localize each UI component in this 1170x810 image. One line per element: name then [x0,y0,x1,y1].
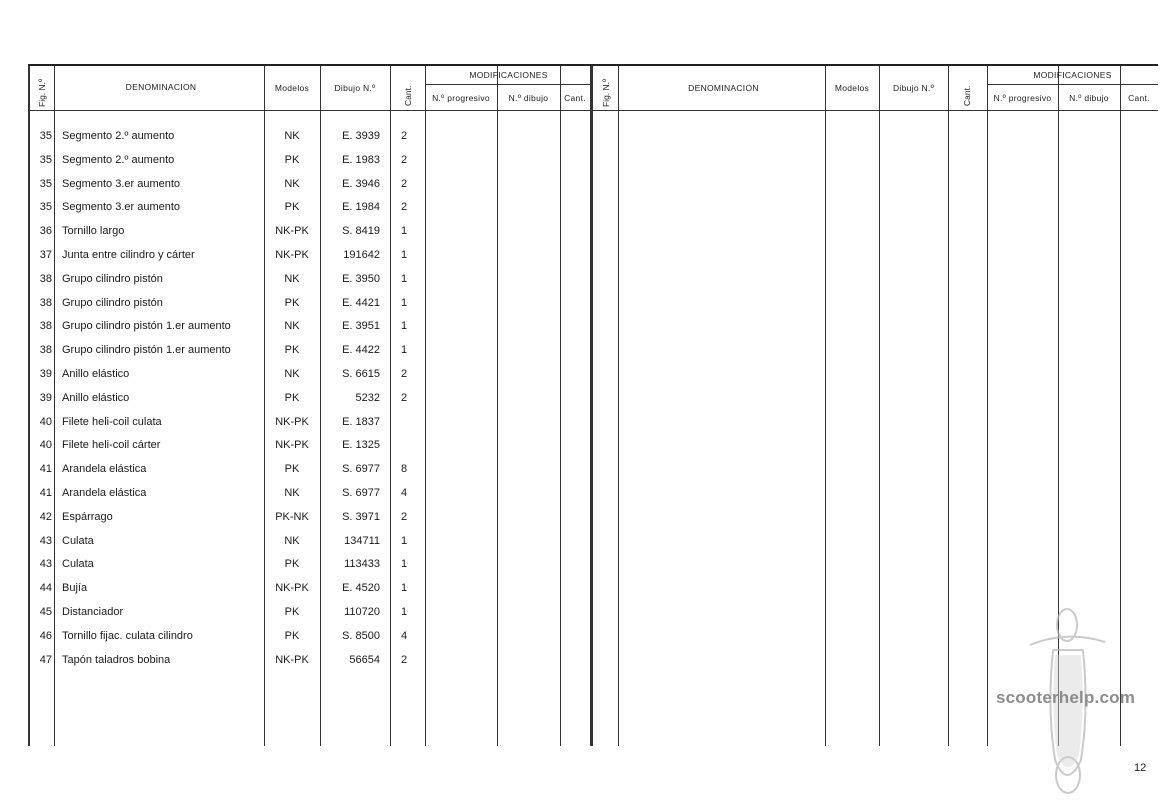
denominacion-cell: Segmento 3.er aumento [62,201,181,214]
column-divider [987,66,988,746]
cant-cell: 1 [400,558,408,571]
fig-cell: 38 [39,272,52,285]
modelos-cell: PK [284,296,300,309]
cant-cell: 2 [400,177,408,190]
column-divider [879,66,880,746]
fig-cell: 37 [39,249,52,261]
header-modificaciones: MODIFICACIONES [1033,70,1112,80]
modelos-cell: NK [284,130,300,142]
denominacion-cell: Tornillo largo [62,225,125,238]
dibujo-cell: 113433 [344,558,380,571]
modelos-cell: PK [284,629,300,642]
fig-cell: 35 [39,130,52,142]
table-row [28,219,592,243]
dibujo-cell: E. 4520 [342,582,380,595]
fig-cell: 43 [39,534,52,547]
dibujo-cell: E. 3946 [342,177,380,190]
table-row [28,314,592,338]
dibujo-cell: E. 4422 [342,344,380,357]
denominacion-cell: Grupo cilindro pistón 1.er aumento [62,320,231,333]
parts-table-left [28,64,592,746]
denominacion-cell: Espárrago [62,510,113,523]
cant-cell: 2 [400,201,408,214]
cant-cell: 1 [400,296,408,309]
table-row [28,338,592,362]
modelos-cell: NK [284,320,300,333]
cant-cell: 1 [400,249,408,261]
fig-cell: 41 [39,463,52,476]
header-dibujo: Dibujo N.º [892,83,935,93]
header-modificaciones: MODIFICACIONES [469,70,548,80]
column-divider [618,66,619,746]
modelos-cell: NK-PK [275,249,309,261]
table-row [28,362,592,386]
dibujo-cell: E. 3950 [342,272,380,285]
cant-cell: 4 [400,487,408,499]
dibujo-cell: S. 6977 [342,463,380,476]
dibujo-cell: 56654 [349,653,380,666]
modelos-cell: NK [284,368,300,380]
denominacion-cell: Tapón taladros bobina [62,653,171,666]
modelos-cell: NK-PK [275,225,309,238]
header-cant-mod: Cant. [1128,93,1150,103]
fig-cell: 41 [39,487,52,499]
table-row [28,529,592,553]
watermark-text: scooterhelp.com [996,688,1136,707]
cant-cell: 1 [400,344,408,357]
modelos-cell: NK-PK [275,653,309,666]
modelos-cell: NK [284,487,300,499]
dibujo-cell: 191642 [343,249,380,261]
table-row [28,148,592,172]
header-n-progresivo: N.º progresivo [432,93,490,103]
dibujo-cell: E. 3939 [342,130,380,142]
fig-cell: 39 [39,391,52,404]
cant-cell: 1 [400,606,408,618]
table-row [28,124,592,148]
dibujo-cell: S. 6615 [342,368,380,380]
fig-cell: 40 [39,415,52,428]
dibujo-cell: E. 4421 [342,296,380,309]
modelos-cell: NK-PK [275,439,309,452]
table-row [28,410,592,434]
table-row [28,267,592,291]
denominacion-cell: Junta entre cilindro y cárter [62,249,195,261]
dibujo-cell: E. 1325 [342,439,380,452]
table-row [28,291,592,315]
denominacion-cell: Grupo cilindro pistón [62,272,163,285]
dibujo-cell: E. 1837 [342,415,380,428]
dibujo-cell: S. 8500 [342,629,380,642]
table-row [28,552,592,576]
denominacion-cell: Segmento 3.er aumento [62,177,181,190]
header-divider [425,84,592,85]
table-row [28,600,592,624]
fig-cell: 40 [39,439,52,452]
denominacion-cell: Filete heli-coil culata [62,415,162,428]
denominacion-cell: Anillo elástico [62,368,130,380]
cant-cell: 2 [400,391,408,404]
cant-cell: 1 [400,534,408,547]
denominacion-cell: Grupo cilindro pistón [62,296,163,309]
fig-cell: 44 [39,582,52,595]
table-row [28,172,592,196]
denominacion-cell: Segmento 2.º aumento [62,130,175,142]
modelos-cell: PK [284,606,300,618]
denominacion-cell: Culata [62,558,94,571]
dibujo-cell: E. 3951 [342,320,380,333]
cant-cell: 2 [400,368,408,380]
fig-cell: 42 [39,510,52,523]
column-divider [948,66,949,746]
header-divider [592,110,1158,111]
dibujo-cell: E. 1984 [342,201,380,214]
fig-cell: 35 [39,201,52,214]
table-row [28,505,592,529]
modelos-cell: PK-NK [275,510,309,523]
modelos-cell: NK [284,177,300,190]
table-row [28,457,592,481]
cant-cell: 2 [400,510,408,523]
modelos-cell: PK [284,153,300,166]
cant-cell: 2 [400,653,408,666]
table-row [28,195,592,219]
modelos-cell: NK [284,272,300,285]
denominacion-cell: Filete heli-coil cárter [62,439,161,452]
denominacion-cell: Arandela elástica [62,487,147,499]
denominacion-cell: Bujía [62,582,88,595]
modelos-cell: PK [284,201,300,214]
fig-cell: 35 [39,153,52,166]
header-n-dibujo: N.º dibujo [508,93,549,103]
fig-cell: 47 [39,653,52,666]
dibujo-cell: S. 3971 [342,510,380,523]
header-cant-mod: Cant. [564,93,586,103]
header-n-dibujo: N.º dibujo [1069,93,1109,103]
header-cant: Cant. [403,85,413,106]
header-fig: Fig. N.º [37,78,47,107]
dibujo-cell: S. 6977 [342,487,380,499]
fig-cell: 36 [39,225,52,238]
dibujo-cell: S. 8419 [342,225,380,238]
modelos-cell: PK [284,558,300,571]
table-row [28,243,592,267]
modelos-cell: NK-PK [275,415,309,428]
header-denominacion: DENOMINACION [688,83,759,93]
fig-cell: 35 [39,177,52,190]
header-dibujo: Dibujo N.º [334,83,376,93]
table-row [28,481,592,505]
table-row [28,648,592,672]
column-divider [592,66,593,746]
denominacion-cell: Segmento 2.º aumento [62,153,175,166]
fig-cell: 45 [39,606,52,618]
header-divider [28,110,592,111]
header-modelos: Modelos [274,83,310,93]
table-row [28,386,592,410]
dibujo-cell: 5232 [355,391,380,404]
table-row [28,576,592,600]
fig-cell: 38 [39,320,52,333]
cant-cell: 1 [400,320,408,333]
table-row [28,433,592,457]
dibujo-cell: 134711 [344,534,380,547]
header-denominacion: DENOMINACION [125,82,197,92]
column-divider [825,66,826,746]
modelos-cell: PK [284,344,300,357]
page-number: 12 [1134,762,1147,774]
denominacion-cell: Culata [62,534,94,547]
fig-cell: 43 [39,558,52,571]
denominacion-cell: Anillo elástico [62,391,130,404]
header-cant: Cant. [962,85,972,106]
header-divider [987,84,1158,85]
header-n-progresivo: N.º progresivo [993,93,1052,103]
denominacion-cell: Tornillo fijac. culata cilindro [62,629,193,642]
cant-cell: 1 [400,225,408,238]
table-row [28,624,592,648]
modelos-cell: PK [284,391,300,404]
cant-cell: 8 [400,463,408,476]
header-modelos: Modelos [834,83,870,93]
cant-cell: 4 [400,629,408,642]
dibujo-cell: 110720 [344,606,380,618]
modelos-cell: NK-PK [275,582,309,595]
fig-cell: 46 [39,629,52,642]
cant-cell: 1 [400,582,408,595]
denominacion-cell: Grupo cilindro pistón 1.er aumento [62,344,231,357]
cant-cell: 2 [400,153,408,166]
dibujo-cell: E. 1983 [342,153,380,166]
modelos-cell: NK [284,534,300,547]
fig-cell: 38 [39,296,52,309]
header-fig: Fig. N.º [601,78,611,107]
modelos-cell: PK [284,463,300,476]
denominacion-cell: Arandela elástica [62,463,147,476]
fig-cell: 38 [39,344,52,357]
denominacion-cell: Distanciador [62,606,124,618]
cant-cell: 2 [400,130,408,142]
cant-cell: 1 [400,272,408,285]
fig-cell: 39 [39,368,52,380]
